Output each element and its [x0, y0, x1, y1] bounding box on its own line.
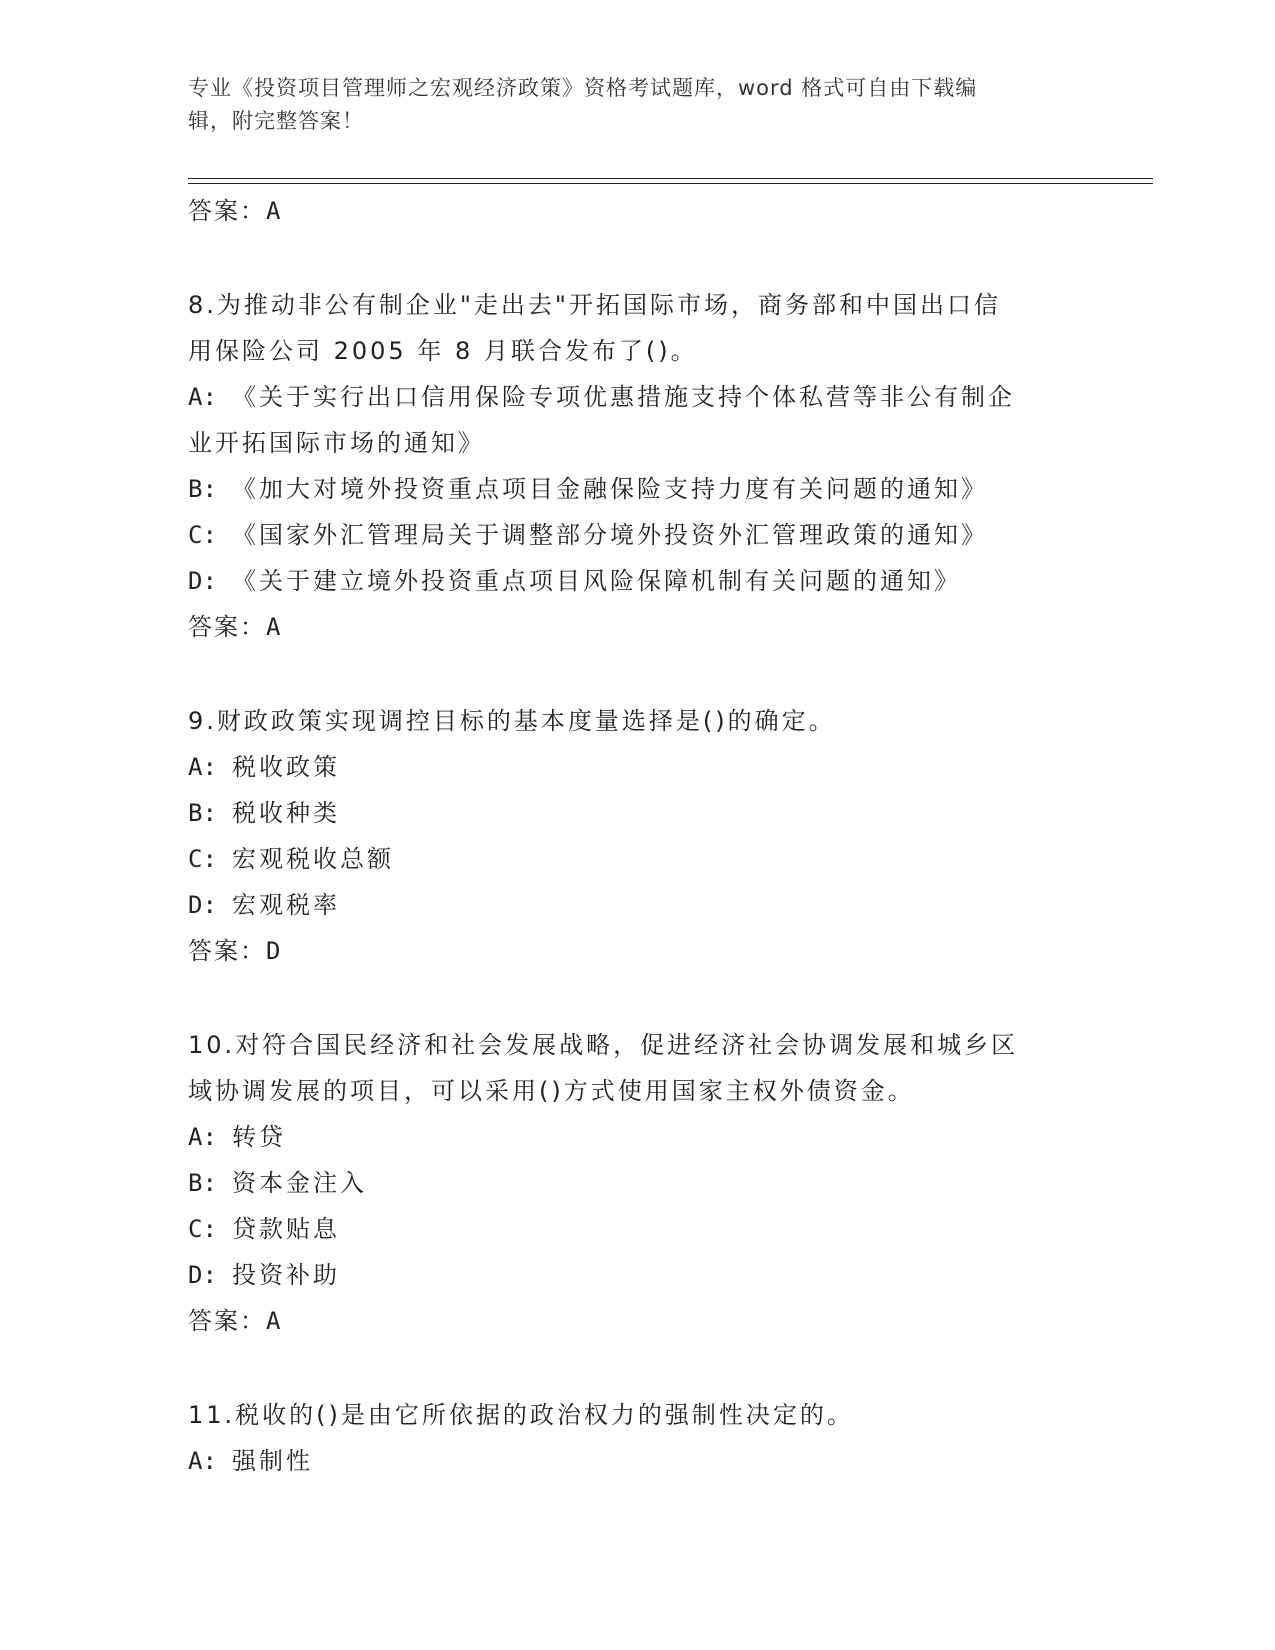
- option-text: 《关于实行出口信用保险专项优惠措施支持个体私营等非公有制企: [232, 383, 1015, 411]
- header-line-2: 辑，附完整答案！: [188, 109, 364, 133]
- option-text: 《加大对境外投资重点项目金融保险支持力度有关问题的通知》: [232, 475, 988, 503]
- header-line-1: 专业《投资项目管理师之宏观经济政策》资格考试题库，word 格式可自由下载编: [188, 76, 978, 100]
- answer-line: [188, 928, 1088, 974]
- option-text: 强制性: [232, 1447, 313, 1475]
- option-line: [188, 790, 1088, 836]
- option-text: 宏观税率: [232, 891, 340, 919]
- question-text: 9.财政政策实现调控目标的基本度量选择是()的确定。: [188, 707, 836, 735]
- answer-label: 答案：: [188, 1307, 266, 1335]
- answer-label: 答案：: [188, 613, 266, 641]
- answer-value: A: [266, 197, 283, 225]
- option-letter: B:: [188, 799, 217, 827]
- option-letter: D:: [188, 567, 217, 595]
- option-letter: D:: [188, 1261, 217, 1289]
- question-text: 域协调发展的项目，可以采用()方式使用国家主权外债资金。: [188, 1077, 915, 1105]
- question-spacer: [188, 234, 1088, 282]
- answer-line: [188, 604, 1088, 650]
- question-text: 用保险公司 2005 年 8 月联合发布了()。: [188, 337, 698, 365]
- page-header: [188, 72, 1088, 138]
- question-block: [188, 1022, 1088, 1344]
- option-text: 宏观税收总额: [232, 845, 394, 873]
- option-letter: A:: [188, 753, 217, 781]
- question-text: 10.对符合国民经济和社会发展战略，促进经济社会协调发展和城乡区: [188, 1031, 1019, 1059]
- question-spacer: [188, 650, 1088, 698]
- option-text: 转贷: [232, 1123, 286, 1151]
- option-letter: C:: [188, 1215, 217, 1243]
- answer-line: [188, 188, 1088, 234]
- option-line: [188, 744, 1088, 790]
- header-rule-top: [188, 178, 1153, 179]
- option-text: 投资补助: [232, 1261, 340, 1289]
- question-list: [188, 188, 1088, 1484]
- option-line: [188, 374, 1088, 420]
- option-line: [188, 420, 1088, 466]
- question-text: 8.为推动非公有制企业"走出去"开拓国际市场，商务部和中国出口信: [188, 291, 1001, 319]
- header-rule-bottom: [188, 183, 1153, 184]
- answer-line: [188, 1298, 1088, 1344]
- question-block: [188, 282, 1088, 650]
- option-line: [188, 1252, 1088, 1298]
- option-letter: C:: [188, 845, 217, 873]
- option-letter: C:: [188, 521, 217, 549]
- option-line: [188, 1114, 1088, 1160]
- option-line: [188, 558, 1088, 604]
- option-text: 税收种类: [232, 799, 340, 827]
- option-text: 贷款贴息: [232, 1215, 340, 1243]
- option-letter: A:: [188, 1123, 217, 1151]
- option-line: [188, 1438, 1088, 1484]
- option-text: 业开拓国际市场的通知》: [188, 429, 485, 457]
- answer-value: A: [266, 1307, 283, 1335]
- answer-label: 答案：: [188, 937, 266, 965]
- option-line: [188, 466, 1088, 512]
- option-text: 税收政策: [232, 753, 340, 781]
- answer-label: 答案：: [188, 197, 266, 225]
- option-text: 《国家外汇管理局关于调整部分境外投资外汇管理政策的通知》: [232, 521, 988, 549]
- answer-value: A: [266, 613, 283, 641]
- option-letter: D:: [188, 891, 217, 919]
- option-letter: A:: [188, 383, 217, 411]
- option-letter: B:: [188, 1169, 217, 1197]
- option-line: [188, 1160, 1088, 1206]
- option-line: [188, 836, 1088, 882]
- option-letter: B:: [188, 475, 217, 503]
- question-spacer: [188, 974, 1088, 1022]
- option-text: 资本金注入: [232, 1169, 367, 1197]
- option-line: [188, 512, 1088, 558]
- question-block: [188, 698, 1088, 974]
- question-spacer: [188, 1344, 1088, 1392]
- option-line: [188, 1206, 1088, 1252]
- option-text: 《关于建立境外投资重点项目风险保障机制有关问题的通知》: [232, 567, 961, 595]
- question-text: 11.税收的()是由它所依据的政治权力的强制性决定的。: [188, 1401, 854, 1429]
- option-letter: A:: [188, 1447, 217, 1475]
- answer-value: D: [266, 937, 283, 965]
- question-block: [188, 1392, 1088, 1484]
- option-line: [188, 882, 1088, 928]
